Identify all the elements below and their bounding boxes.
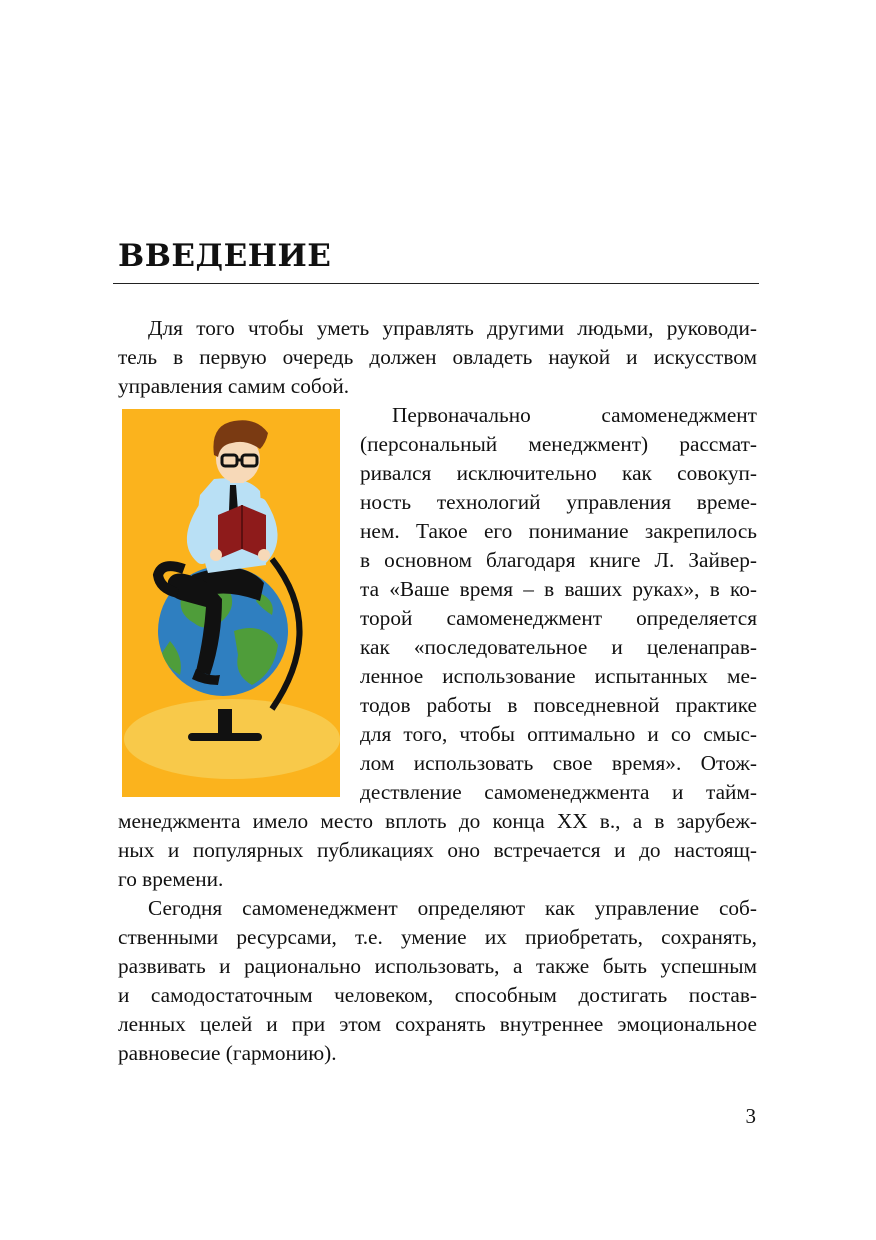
text-line: го времени. bbox=[118, 867, 224, 891]
text-line: развивать и рационально использовать, а также быть успешным bbox=[118, 954, 757, 978]
text-line: Для того чтобы уметь управлять другими людьми, руководи- bbox=[148, 316, 757, 340]
text-line: ность технологий управления време- bbox=[360, 490, 757, 514]
paragraph-1 bbox=[118, 314, 757, 401]
text-line: управления самим собой. bbox=[118, 374, 350, 398]
text-word: самоменеджмент bbox=[601, 403, 757, 427]
text-line: (персональный менеджмент) рассмат- bbox=[360, 432, 757, 456]
text-line bbox=[360, 401, 757, 430]
text-line: дествление самоменеджмента и тайм- bbox=[360, 780, 757, 804]
heading-underline bbox=[113, 283, 759, 284]
text-line: ственными ресурсами, т.е. умение их приобретать, сохранять, bbox=[118, 925, 757, 949]
text-line: для того, чтобы оптимально и со смыс- bbox=[360, 722, 757, 746]
text-line: ленных целей и при этом сохранять внутреннее эмоциональное bbox=[118, 1012, 757, 1036]
text-line: ленное использование испытанных ме- bbox=[360, 664, 757, 688]
text-line: ривался исключительно как совокуп- bbox=[360, 461, 757, 485]
paragraph-3 bbox=[118, 894, 757, 1068]
paragraph-2 bbox=[118, 401, 757, 894]
text-line: ных и популярных публикациях оно встречается и до настоящ- bbox=[118, 838, 757, 862]
text-line: лом использовать свое время». Отож- bbox=[360, 751, 757, 775]
page-title: ВВЕДЕНИЕ bbox=[118, 238, 332, 274]
text-line: как «последовательное и целенаправ- bbox=[360, 635, 757, 659]
page-number: 3 bbox=[745, 1104, 756, 1128]
text-line: тель в первую очередь должен овладеть наукой и искусством bbox=[118, 345, 757, 369]
text-line: равновесие (гармонию). bbox=[118, 1041, 337, 1065]
text-line: менеджмента имело место вплоть до конца XX в., а в зарубеж- bbox=[118, 809, 757, 833]
text-line: нем. Такое его понимание закрепилось bbox=[360, 519, 757, 543]
text-line: та «Ваше время – в ваших руках», в ко- bbox=[360, 577, 757, 601]
text-line: и самодостаточным человеком, способным достигать постав- bbox=[118, 983, 757, 1007]
text-line: в основном благодаря книге Л. Зайвер- bbox=[360, 548, 757, 572]
text-word: Первоначально bbox=[392, 403, 531, 427]
text-line: Сегодня самоменеджмент определяют как управление соб- bbox=[148, 896, 757, 920]
text-line: тодов работы в повседневной практике bbox=[360, 693, 757, 717]
text-line: торой самоменеджмент определяется bbox=[360, 606, 757, 630]
